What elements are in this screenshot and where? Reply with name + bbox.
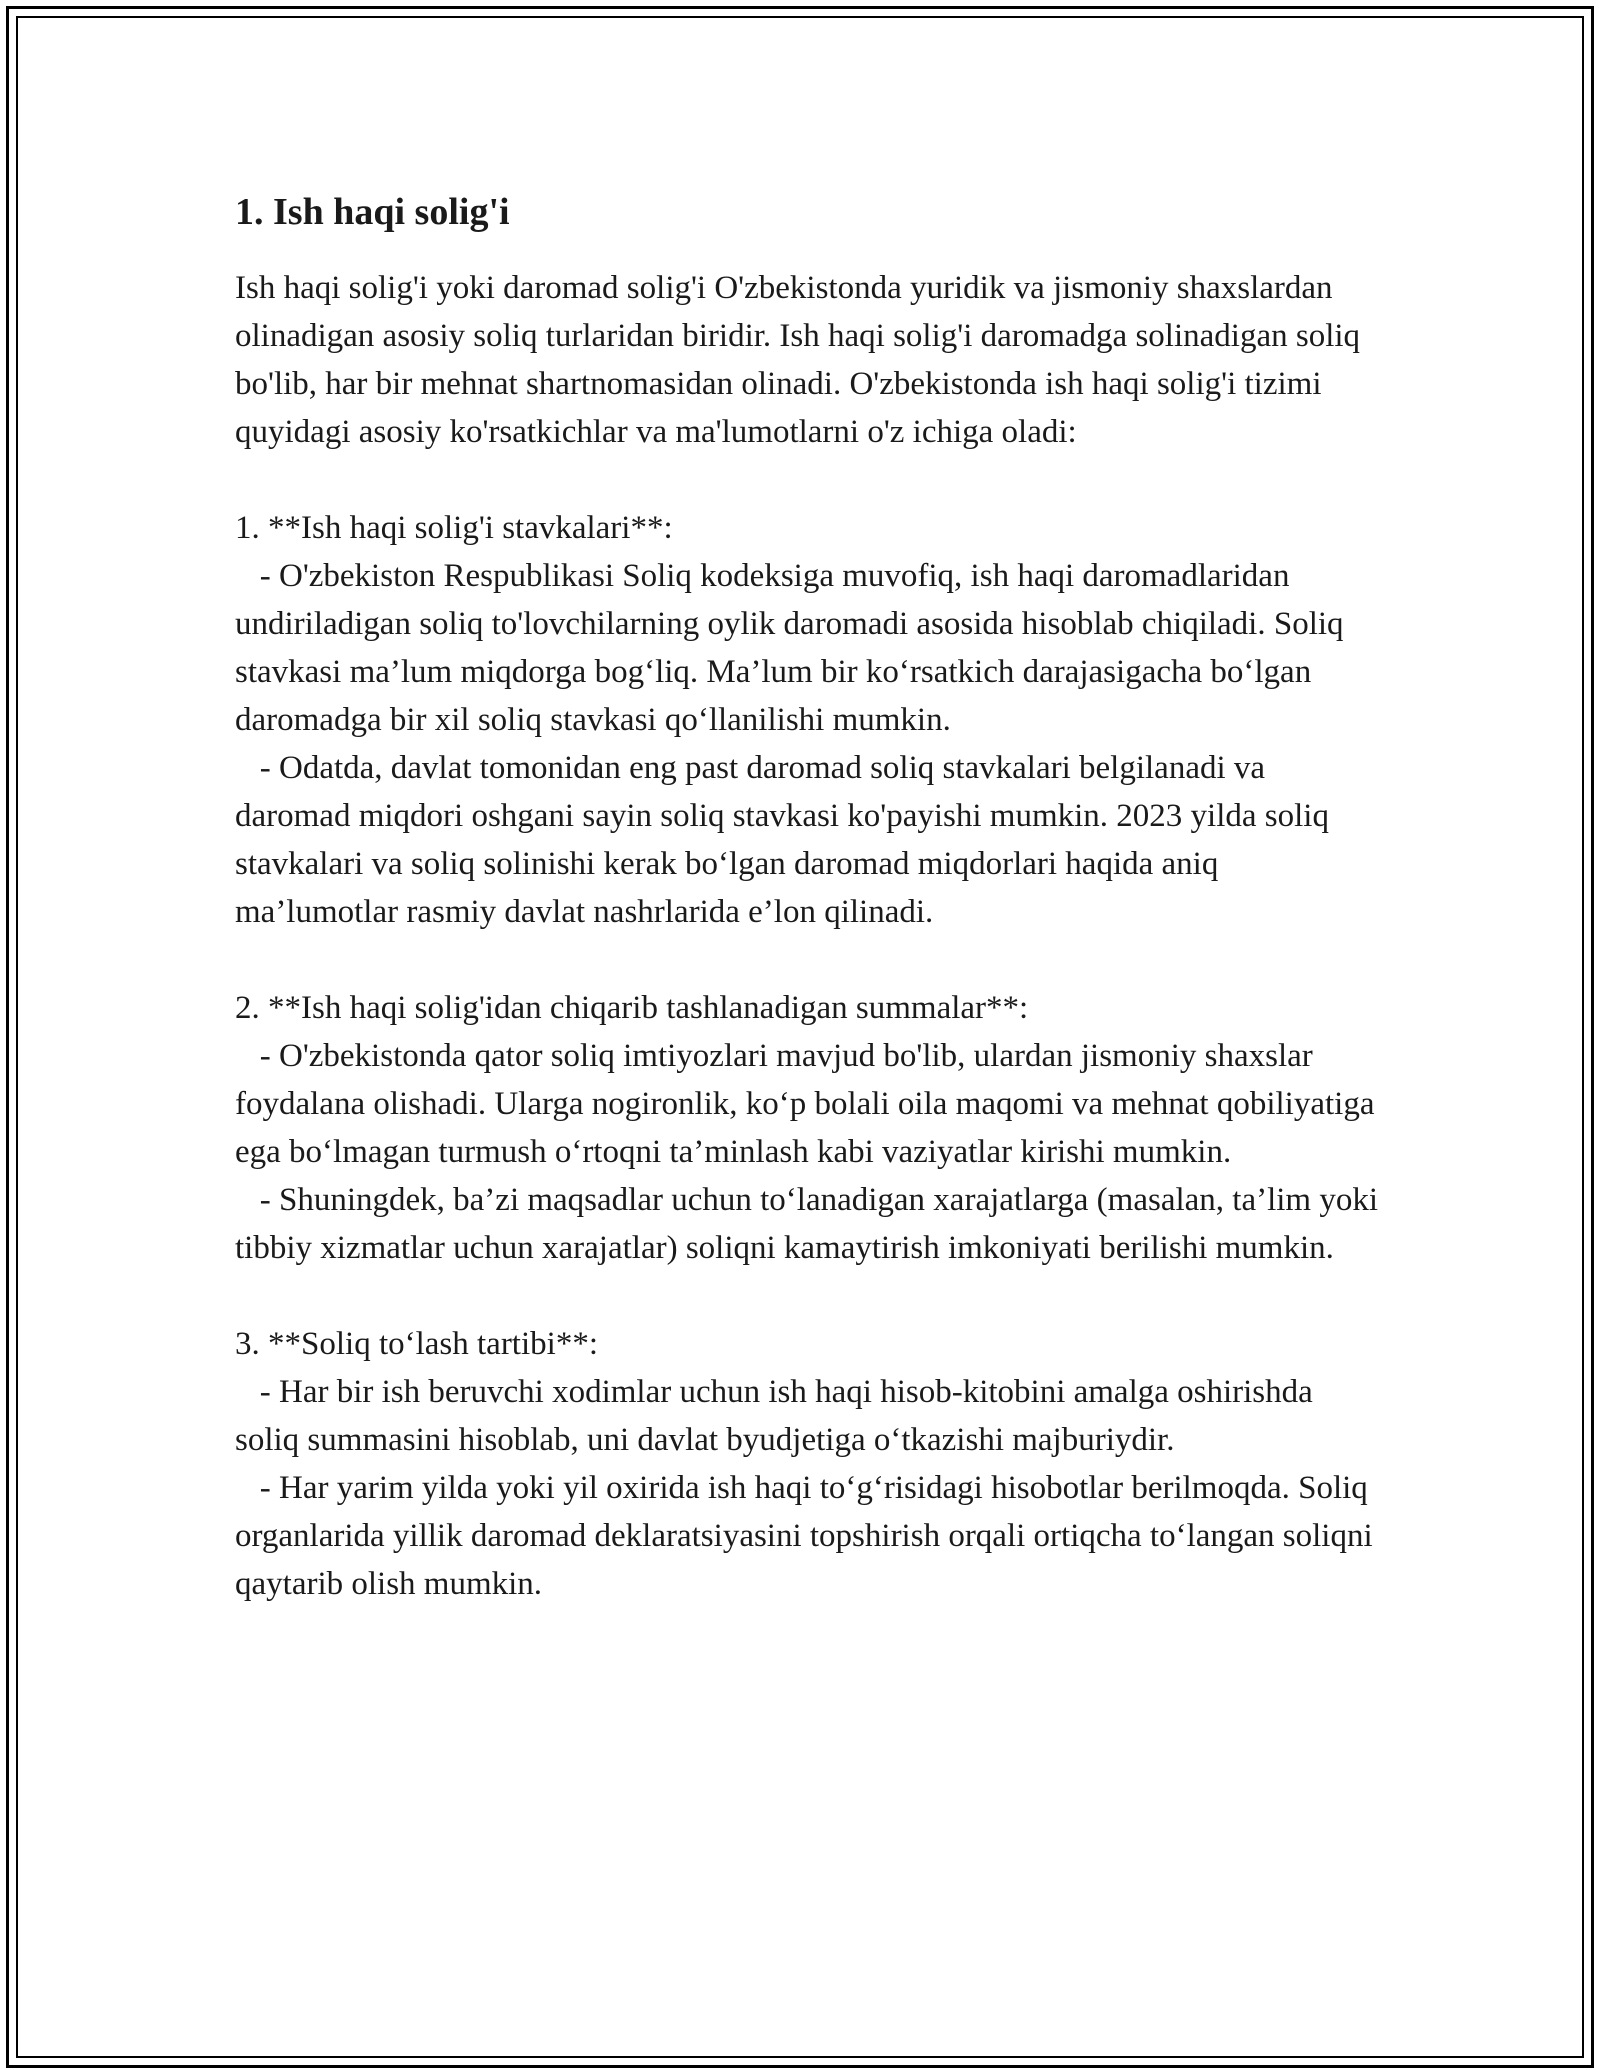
section-payment-procedure	[235, 1320, 1385, 1608]
section-tax-rates	[235, 504, 1385, 936]
section-heading: 1. **Ish haqi solig'i stavkalari**:	[235, 509, 673, 546]
section-item	[235, 744, 1385, 936]
section-item	[235, 1032, 1385, 1176]
section-item-text: - Odatda, davlat tomonidan eng past daromad soliq stavkalari belgilanadi va daromad miqdori oshgani sayin soliq stavkasi ko'payishi mumkin. 2023 yilda soliq stavkalari va soliq solinishi kerak bo‘lgan daromad miqdorlari haqida aniq ma’lumotlar rasmiy davlat nashrlarida e’lon qilinadi.	[235, 749, 1329, 930]
section-item-text: - Har yarim yilda yoki yil oxirida ish haqi to‘g‘risidagi hisobotlar berilmoqda. Soliq organlarida yillik daromad deklaratsiyasini topshirish orqali ortiqcha to‘langan soliqni qaytarib olish mumkin.	[235, 1469, 1373, 1602]
section-heading: 3. **Soliq to‘lash tartibi**:	[235, 1325, 598, 1362]
section-heading: 2. **Ish haqi solig'idan chiqarib tashlanadigan summalar**:	[235, 989, 1029, 1026]
section-item-text: - Har bir ish beruvchi xodimlar uchun ish haqi hisob-kitobini amalga oshirishda soliq summasini hisoblab, uni davlat byudjetiga o‘tkazishi majburiydir.	[235, 1373, 1313, 1458]
section-item	[235, 1368, 1385, 1464]
section-item	[235, 1176, 1385, 1272]
section-item-text: - O'zbekiston Respublikasi Soliq kodeksiga muvofiq, ish haqi daromadlaridan undiriladigan soliq to'lovchilarning oylik daromadi asosida hisoblab chiqiladi. Soliq stavkasi ma’lum miqdorga bog‘liq. Ma’lum bir ko‘rsatkich darajasigacha bo‘lgan daromadga bir xil soliq stavkasi qo‘llanilishi mumkin.	[235, 557, 1344, 738]
section-item-text: - Shuningdek, ba’zi maqsadlar uchun to‘lanadigan xarajatlarga (masalan, ta’lim yoki tibbiy xizmatlar uchun xarajatlar) soliqni kamaytirish imkoniyati berilishi mumkin.	[235, 1181, 1379, 1266]
section-item-text: - O'zbekistonda qator soliq imtiyozlari mavjud bo'lib, ulardan jismoniy shaxslar foydalana olishadi. Ularga nogironlik, ko‘p bolali oila maqomi va mehnat qobiliyatiga ega bo‘lmagan turmush o‘rtoqni ta’minlash kabi vaziyatlar kirishi mumkin.	[235, 1037, 1375, 1170]
section-deductions	[235, 984, 1385, 1272]
intro-paragraph: Ish haqi solig'i yoki daromad solig'i O'zbekistonda yuridik va jismoniy shaxslardan olinadigan asosiy soliq turlaridan biridir. Ish haqi solig'i daromadga solinadigan soliq bo'lib, har bir mehnat shartnomasidan olinadi. O'zbekistonda ish haqi solig'i tizimi quyidagi asosiy ko'rsatkichlar va ma'lumotlarni o'z ichiga oladi:	[235, 269, 1361, 450]
document-title: 1. Ish haqi solig'i	[235, 191, 510, 233]
document-body	[235, 190, 1385, 1608]
section-item	[235, 552, 1385, 744]
section-item	[235, 1464, 1385, 1608]
